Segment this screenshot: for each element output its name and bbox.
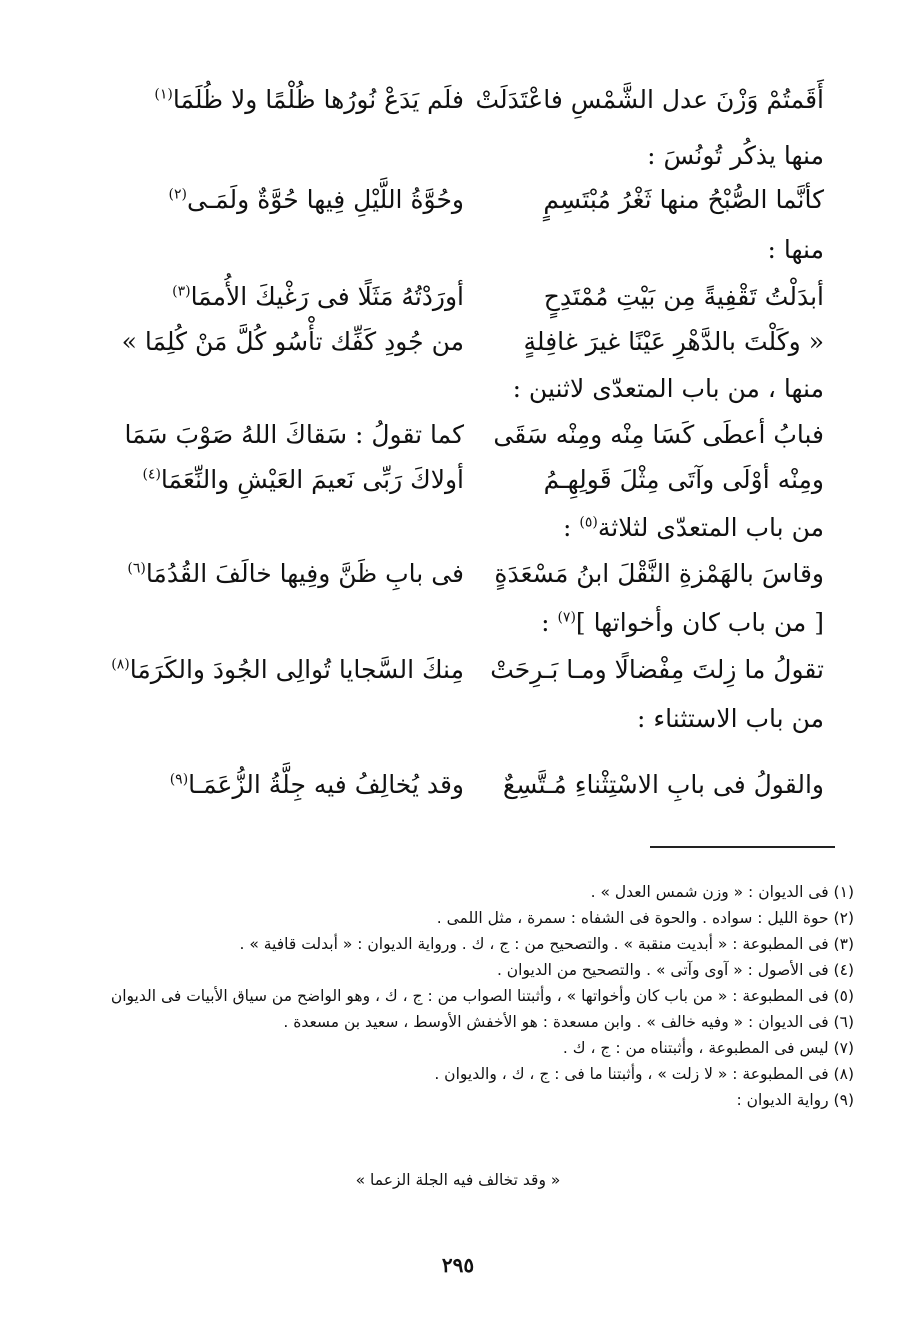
footnote-1: (١) فى الديوان : « وزن شمس العدل » . [590, 883, 854, 901]
footnote-marker: (٢) [168, 186, 187, 203]
verse-first-hemistich: فبابُ أعطَى كَسَا مِنْه ومِنْه سَقَى [493, 420, 824, 449]
verse-2 [124, 176, 824, 224]
footnote-marker: (٩) [169, 771, 189, 788]
hemistich-text: وحُوَّةُ اللَّيْلِ فِيها حُوَّةٌ ولَمَـى [186, 185, 464, 214]
footnote-marker: (٦) [127, 560, 146, 577]
footnote-7: (٧) ليس فى المطبوعة ، وأثبتناه من : ج ، ك . [562, 1039, 854, 1057]
verse-second-hemistich [111, 646, 464, 694]
section-heading [124, 505, 824, 551]
footnote-2: (٢) حوة الليل : سواده . والحوة فى الشفاه : سمرة ، مثل اللمى . [436, 909, 854, 927]
verse-5 [124, 411, 824, 459]
verse-1 [124, 76, 824, 124]
verse-second-hemistich [124, 550, 464, 598]
footnote-marker: (٣) [172, 283, 191, 300]
verse-second-hemistich [124, 761, 464, 809]
section-heading: منها : [767, 235, 824, 264]
heading-text: من باب المتعدّى لثلاثة [597, 513, 824, 542]
verse-first-hemistich: أَقَمتُمْ وَزْنَ عدل الشَّمْسِ فاعْتَدَلَتْ [475, 85, 824, 114]
verse-7 [124, 550, 824, 598]
hemistich-text: أولاكَ رَبِّى نَعيمَ العَيْشِ والنِّعَمَا [160, 465, 464, 494]
hemistich-text: فى بابِ ظَنَّ وفِيها خالَفَ القُدُمَا [145, 559, 464, 588]
footnote-marker: (٧) [557, 609, 576, 626]
verse-second-hemistich [121, 318, 464, 366]
verse-second-hemistich [124, 76, 464, 124]
verse-6 [124, 456, 824, 504]
verse-first-hemistich: والقولُ فى بابِ الاسْتِثْناءِ مُـتَّسِعٌ [502, 770, 824, 799]
verse-first-hemistich: تقولُ ما زِلتَ مِفْضالًا ومـا بَـرِحَتْ [490, 655, 824, 684]
verse-first-hemistich: ومِنْه أوْلَى وآتَى مِثْلَ قَولِهِـمُ [543, 465, 824, 494]
verse-9 [124, 761, 824, 809]
verse-4 [121, 318, 824, 366]
footnote-4: (٤) فى الأصول : « آوى وآتى » . والتصحيح من الديوان . [496, 961, 854, 979]
section-heading [124, 600, 824, 646]
footnote-quote: « وقد تخالف فيه الجلة الزعما » [355, 1171, 561, 1189]
verse-first-hemistich: « وكَلْتَ بالدَّهْرِ عَيْنًا غيرَ غافِلةٍ [523, 327, 824, 356]
footnote-8: (٨) فى المطبوعة : « لا زلت » ، وأثبتنا ما فى : ج ، ك ، والديوان . [434, 1065, 854, 1083]
footnote-separator [650, 846, 835, 848]
footnote-9: (٩) رواية الديوان : [736, 1091, 854, 1109]
footnote-marker: (١) [154, 86, 173, 103]
page-number: ٢٩٥ [441, 1253, 475, 1277]
verse-second-hemistich [124, 456, 464, 504]
verse-second-hemistich [124, 176, 464, 224]
hemistich-text: وقد يُخالِفُ فيه جِلَّةُ الزُّعَمَـا [188, 770, 464, 799]
verse-first-hemistich: أبدَلْتُ تَقْفِيةً مِن بَيْتِ مُمْتَدِحٍ [543, 282, 824, 311]
section-heading: منها ، من باب المتعدّى لاثنين : [512, 374, 824, 403]
hemistich-text: من جُودِ كَفِّك تأْسُو كُلَّ مَنْ كُلِمَا » [121, 327, 464, 356]
footnote-marker: (٨) [111, 656, 130, 673]
hemistich-text: أورَدْتُهُ مَثَلًا فى رَغْيكَ الأُممَا [190, 282, 464, 311]
footnote-5: (٥) فى المطبوعة : « من باب كان وأخواتها » ، وأثبتنا الصواب من : ج ، ك ، وهو الواضح من سياق الأبيات فى الديوان [110, 987, 854, 1005]
section-heading: من باب الاستثناء : [637, 704, 824, 733]
hemistich-text: مِنكَ السَّجايا تُوالِى الجُودَ والكَرَمَا [129, 655, 464, 684]
verse-first-hemistich: كأنَّما الصُّبْحُ منها ثَغْرُ مُبْتَسِمٍ [543, 185, 824, 214]
verse-8 [111, 646, 824, 694]
heading-colon: : [563, 513, 580, 542]
verse-second-hemistich [124, 411, 464, 459]
verse-3 [124, 273, 824, 321]
section-heading: منها يذكُر تُونُسَ : [647, 141, 824, 170]
footnote-marker: (٤) [142, 466, 161, 483]
heading-colon: : [541, 608, 558, 637]
verse-first-hemistich: وقاسَ بالهَمْزةِ النَّقْلَ ابنُ مَسْعَدَةٍ [494, 559, 824, 588]
hemistich-text: فلَم يَدَعْ نُورُها ظُلْمًا ولا ظُلَمَا [172, 85, 464, 114]
footnote-3: (٣) فى المطبوعة : « أبديت منقبة » . والتصحيح من : ج ، ك . ورواية الديوان : « أبدلت قافية » . [239, 935, 854, 953]
verse-second-hemistich [124, 273, 464, 321]
footnote-6: (٦) فى الديوان : « وفيه خالف » . وابن مسعدة : هو الأخفش الأوسط ، سعيد بن مسعدة . [283, 1013, 854, 1031]
hemistich-text: كما تقولُ : سَقاكَ اللهُ صَوْبَ سَمَا [124, 420, 464, 449]
footnote-marker: (٥) [579, 514, 598, 531]
heading-text: [ من باب كان وأخواتها ] [575, 608, 824, 637]
